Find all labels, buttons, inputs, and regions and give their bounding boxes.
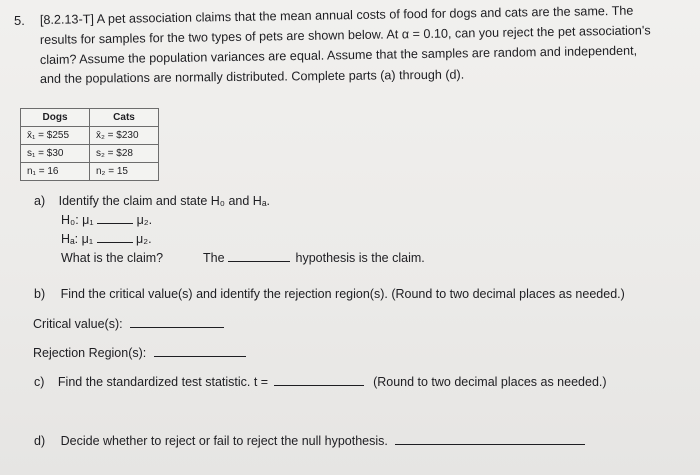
ha-label: Hₐ: μ₁ — [61, 232, 94, 246]
problem-line-1: [8.2.13-T] A pet association claims that the mean annual costs of food for dogs and cats are the same. The — [39, 3, 634, 27]
null-hypothesis-row — [61, 212, 152, 228]
critical-value-label: Critical value(s): — [33, 317, 123, 331]
problem-statement — [14, 3, 694, 102]
part-d-label: d) — [34, 434, 46, 448]
h0-end: μ₂. — [136, 213, 153, 227]
table-header-row — [21, 109, 159, 127]
rejection-region-label: Rejection Region(s): — [33, 346, 147, 360]
part-a-text: Identify the claim and state H₀ and Hₐ. — [58, 194, 270, 208]
ha-relation-blank[interactable] — [97, 231, 133, 243]
sample-data-table — [20, 108, 159, 181]
table-row — [21, 145, 159, 163]
ha-end: μ₂. — [136, 232, 152, 246]
part-a-label: a) — [34, 194, 46, 208]
alt-hypothesis-row — [61, 231, 152, 247]
part-c-note: (Round to two decimal places as needed.) — [373, 375, 607, 389]
table-cell: x̄₂ = $230 — [90, 127, 159, 145]
h0-relation-blank[interactable] — [97, 212, 133, 224]
table-row — [21, 163, 159, 181]
table-cell: s₂ = $28 — [90, 145, 159, 163]
part-b-prompt — [34, 286, 625, 302]
table-cell: n₂ = 15 — [90, 163, 159, 181]
part-c-prompt — [34, 374, 607, 390]
part-d-prompt — [34, 433, 585, 449]
part-a-prompt — [34, 193, 270, 209]
part-b-text: Find the critical value(s) and identify the rejection region(s). (Round to two decimal places as needed.) — [60, 287, 625, 301]
critical-value-blank[interactable] — [130, 316, 224, 328]
table-cell: n₁ = 16 — [21, 163, 90, 181]
part-d-text: Decide whether to reject or fail to reject the null hypothesis. — [60, 434, 388, 448]
test-statistic-blank[interactable] — [274, 374, 364, 386]
part-c-label: c) — [34, 375, 45, 389]
claim-answer-row — [203, 250, 425, 266]
rejection-region-row — [33, 345, 246, 361]
table-row — [21, 127, 159, 145]
problem-number: 5. — [14, 13, 25, 28]
part-b-label: b) — [34, 287, 46, 301]
problem-line-2: results for samples for the two types of pets are shown below. At α = 0.10, can you reject the pet association's — [39, 23, 651, 47]
problem-line-4: and the populations are normally distributed. Complete parts (a) through (d). — [39, 67, 465, 86]
rejection-region-blank[interactable] — [154, 345, 246, 357]
table-header-dogs: Dogs — [21, 109, 90, 127]
problem-line-3: claim? Assume the population variances are equal. Assume that the samples are random and independent, — [39, 43, 638, 67]
decision-blank[interactable] — [395, 433, 585, 445]
claim-blank[interactable] — [228, 250, 290, 262]
claim-question: What is the claim? — [61, 251, 164, 265]
part-c-text: Find the standardized test statistic. t = — [57, 375, 269, 389]
table-header-cats: Cats — [90, 109, 159, 127]
critical-value-row — [33, 316, 224, 332]
h0-label: H₀: μ₁ — [61, 213, 94, 227]
table-cell: s₁ = $30 — [21, 145, 90, 163]
claim-the: The — [203, 251, 225, 265]
claim-tail: hypothesis is the claim. — [295, 251, 425, 265]
table-cell: x̄₁ = $255 — [21, 127, 90, 145]
